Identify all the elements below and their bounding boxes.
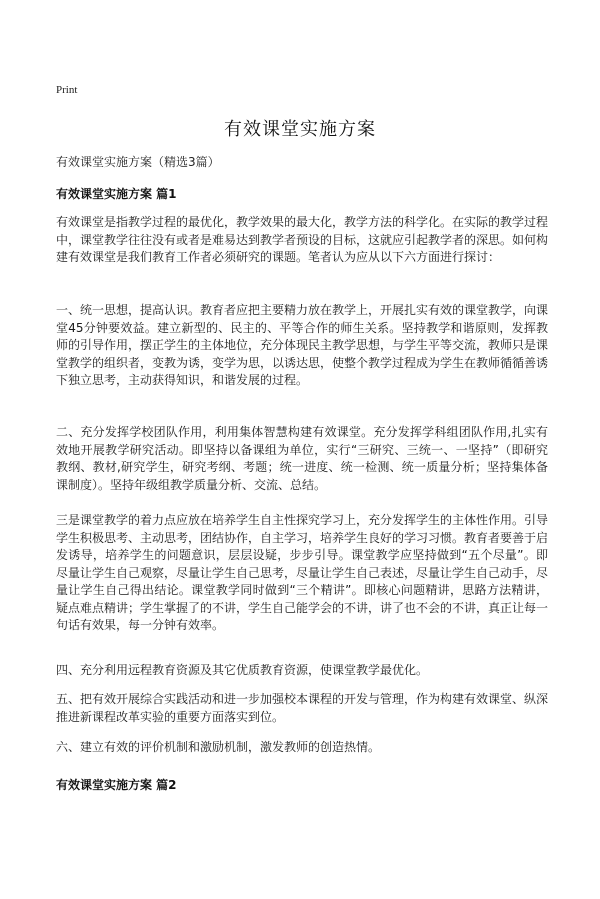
paragraph-point-1: 一、统一思想，提高认识。教育者应把主要精力放在教学上，开展扎实有效的课堂教学，向课堂45分钟要效益。建立新型的、民主的、平等合作的师生关系。坚持教学和谐原则，发挥教师的引导作用，摆正学生的主体地位，充分体现民主教学思想，与学生平等交流，教师只是课堂教学的组织者，变教为诱，变学为思，以诱达思，使整个教学过程成为学生在教师循循善诱下独立思考，主动获得知识，和谐发展的过程。 [56, 303, 549, 387]
paragraph-point-6: 六、建立有效的评价机制和激励机制，激发教师的创造热情。 [56, 740, 381, 754]
paragraph-point-5: 五、把有效开展综合实践活动和进一步加强校本课程的开发与管理，作为构建有效课堂、纵深推进新课程改革实验的重要方面落实到位。 [56, 692, 549, 724]
section-heading-1: 有效课堂实施方案 篇1 [56, 187, 177, 201]
paragraph-point-3: 三是课堂教学的着力点应放在培养学生自主性探究学习上，充分发挥学生的主体性作用。引导学生积极思考、主动思考，团结协作，自主学习，培养学生良好的学习习惯。教育者要善于启发诱导，培养学生的问题意识，层层设疑，步步引导。课堂教学应坚持做到“五个尽量”。即尽量让学生自己观察，尽量让学生自己思考，尽量让学生自己表述，尽量让学生自己动手，尽量让学生自己得出结论。课堂教学同时做到“三个精讲”。即核心问题精讲，思路方法精讲，疑点难点精讲；学生掌握了的不讲，学生自己能学会的不讲，讲了也不会的不讲，真正让每一句话有效果，每一分钟有效率。 [56, 513, 549, 632]
page-title: 有效课堂实施方案 [224, 119, 376, 140]
section-heading-2: 有效课堂实施方案 篇2 [56, 778, 177, 792]
print-label: Print [56, 84, 78, 96]
document-subtitle: 有效课堂实施方案（精选3篇） [56, 155, 220, 169]
paragraph-intro: 有效课堂是指教学过程的最优化，教学效果的最大化，教学方法的科学化。在实际的教学过程中，课堂教学往往没有或者是难易达到教学者预设的目标，这就应引起教学者的深思。如何构建有效课堂是我们教育工作者必须研究的课题。笔者认为应从以下六方面进行探讨： [56, 215, 549, 264]
paragraph-point-2: 二、充分发挥学校团队作用，利用集体智慧构建有效课堂。充分发挥学科组团队作用,扎实有效地开展教学研究活动。即坚持以备课组为单位，实行“三研究、三统一、一坚持”（即研究教纲、教材,研究学生，研究考纲、考题；统一进度、统一检测、统一质量分析；坚持集体备课制度）。坚持年级组教学质量分析、交流、总结。 [56, 425, 548, 492]
paragraph-point-4: 四、充分利用远程教育资源及其它优质教育资源，使课堂教学最优化。 [56, 663, 429, 677]
